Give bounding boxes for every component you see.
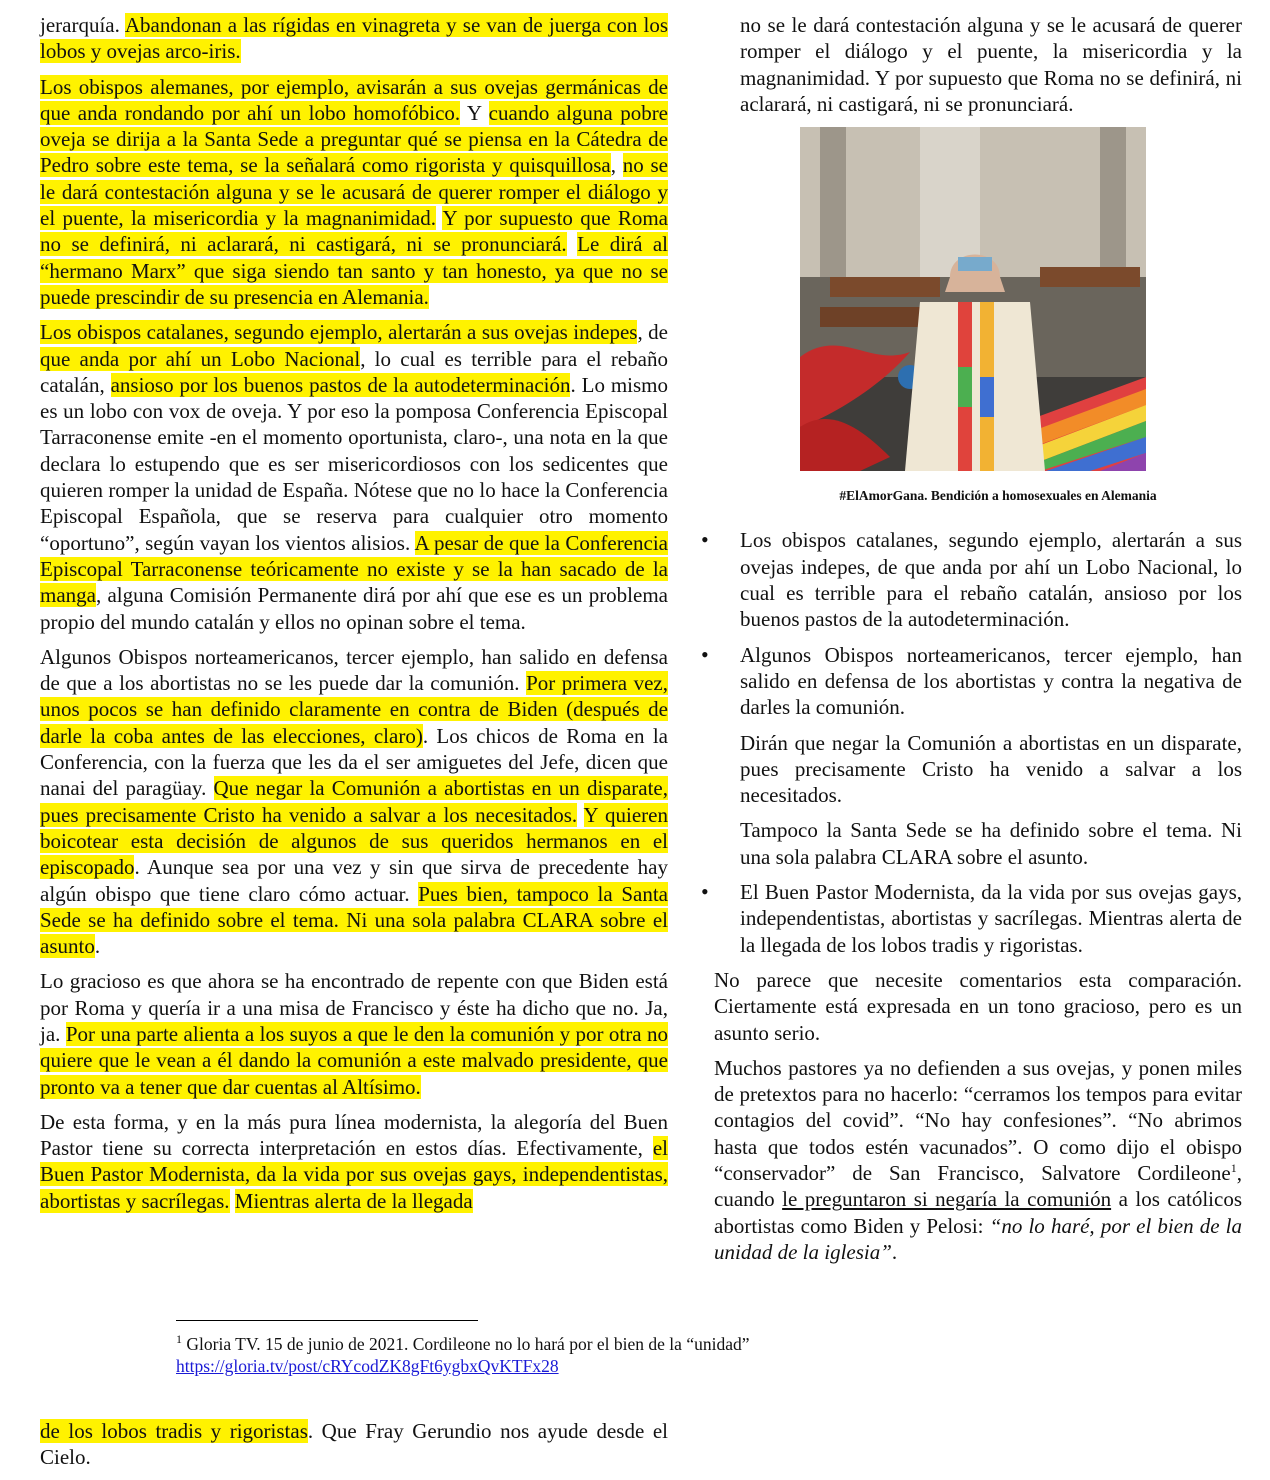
left-column (40, 12, 668, 1223)
list-item: • Algunos Obispos norteamericanos, tercer ejemplo, han salido en defensa de los abortistas y contra la negativa de darles la comunión. (714, 642, 1242, 721)
footnote: $^1$ Gloria TV. 15 de junio de 2021. Cordileone no lo hará por el bien de la “unidad” https://gloria.tv/post/cRYcodZK8gFt6ygbxQvKTFx28 (176, 1332, 750, 1376)
priest-rainbow-stole-image (800, 127, 1146, 471)
paragraph: no se le dará contestación alguna y se le acusará de querer romper el diálogo y el puente, la misericordia y la magnanimidad. Y por supuesto que Roma no se definirá, ni aclarará, ni castigará, ni se pronunciará. (740, 13, 1242, 116)
bullet-list (714, 527, 1242, 720)
highlighted-text: de los lobos tradis y rigoristas (40, 1419, 308, 1443)
paragraph: Los obispos alemanes, por ejemplo, avisarán a sus ovejas germánicas de que anda rondando por ahí un lobo homofóbico. Y cuando alguna pobre oveja se dirija a la Santa Sede a preguntar qué se piensa en la Cátedra de Pedro sobre este tema, se la señalará como rigorista y quisquillosa, no se le dará contestación alguna y se le acusará de querer romper el diálogo y el puente, la misericordia y la magnanimidad. Y por supuesto que Roma no se definirá, ni aclarará, ni castigará, ni se pronunciará. Le dirá al “hermano Marx” que siga siendo tan santo y tan honesto, ya que no se puede prescindir de su presencia en Alemania. (40, 74, 669, 309)
paragraph: Dirán que negar la Comunión a abortistas en un disparate, pues precisamente Cristo ha venido a salvar a los necesitados. (740, 730, 1242, 808)
footnote-ref[interactable]: 1 (1230, 1161, 1237, 1176)
paragraph: Lo gracioso es que ahora se ha encontrado de repente con que Biden está por Roma y quería ir a una misa de Francisco y éste ha dicho que no. Ja, ja. Por una parte alienta a los suyos a que le den la comunión y por otra no quiere que le vean a él dando la comunión a este malvado presidente, que pronto va a tener que dar cuentas al Altísimo. (40, 969, 668, 1099)
continuation-paragraph: de los lobos tradis y rigoristas. Que Fray Gerundio nos ayude desde el Cielo. (40, 1419, 669, 1470)
footnote-link[interactable]: https://gloria.tv/post/cRYcodZK8gFt6ygbxQvKTFx28 (176, 1356, 559, 1376)
list-item: • El Buen Pastor Modernista, da la vida por sus ovejas gays, independentistas, abortistas y sacrílegas. Mientras alerta de la llegada de los lobos tradis y rigoristas. (714, 879, 1242, 958)
church-photo (800, 127, 1146, 471)
paragraph: De esta forma, y en la más pura línea modernista, la alegoría del Buen Pastor tiene su correcta interpretación en estos días. Efectivamente, el Buen Pastor Modernista, da la vida por sus ovejas gays, independentistas, abortistas y sacrílegas. Mientras alerta de la llegada (40, 1109, 668, 1213)
paragraph: Tampoco la Santa Sede se ha definido sobre el tema. Ni una sola palabra CLARA sobre el asunto. (740, 818, 1242, 869)
highlighted-text: Abandonan a las rígidas en vinagreta y se van de juerga con los lobos y ovejas arco-iris. (40, 13, 668, 64)
list-item: • Los obispos catalanes, segundo ejemplo, alertarán a sus ovejas indepes, de que anda por ahí un Lobo Nacional, lo cual es terrible para el rebaño catalán, ansioso por los buenos pastos de la autodeterminación. (714, 527, 1242, 632)
paragraph: Algunos Obispos norteamericanos, tercer ejemplo, han salido en defensa de que a los abortistas no se les puede dar la comunión. Por primera vez, unos pocos se han definido claramente en contra de Biden (después de darle la coba antes de las elecciones, claro). Los chicos de Roma en la Conferencia, con la fuerza que les da el ser amiguetes del Jefe, dicen que nanai del paragüay. Que negar la Comunión a abortistas en un disparate, pues precisamente Cristo ha venido a salvar a los necesitados. Y quieren boicotear esta decisión de algunos de sus queridos hermanos en el episcopado. Aunque sea por una vez y sin que sirva de precedente hay algún obispo que tiene claro cómo actuar. Pues bien, tampoco la Santa Sede se ha definido sobre el tema. Ni una sola palabra CLARA sobre el asunto. (40, 644, 668, 959)
paragraph: Los obispos catalanes, segundo ejemplo, alertarán a sus ovejas indepes, de que anda por ahí un Lobo Nacional, lo cual es terrible para el rebaño catalán, ansioso por los buenos pastos de la autodeterminación. Lo mismo es un lobo con vox de oveja. Y por eso la pomposa Conferencia Episcopal Tarraconense emite -en el momento oportunista, claro-, una nota en la que declara lo estupendo que es ser misericordiosos con los sedicentes que quieren romper la unidad de España. Nótese que no lo hace la Conferencia Episcopal Española, que se reserva para cualquier otro momento “oportuno”, según vayan los vientos alisios. A pesar de que la Conferencia Episcopal Tarraconense teóricamente no existe y se la han sacado de la manga, alguna Comisión Permanente dirá por ahí que ese es un problema propio del mundo catalán y ellos no opinan sobre el tema. (40, 320, 668, 634)
bullet-list (714, 879, 1242, 958)
underlined-text: le preguntaron si negaría la comunión (782, 1187, 1112, 1212)
paragraph: jerarquía. Abandonan a las rígidas en vinagreta y se van de juerga con los lobos y ovejas arco-iris. (40, 13, 668, 64)
quote: “no lo haré, por el bien de la unidad de la iglesia” (714, 1213, 1242, 1264)
paragraph: No parece que necesite comentarios esta comparación. Ciertamente está expresada en un tono gracioso, pero es un asunto serio. (714, 967, 1242, 1045)
paragraph: Muchos pastores ya no defienden a sus ovejas, y ponen miles de pretextos para no hacerlo: “cerramos los tempos para evitar contagios del covid”. “No hay confesiones”. “No abrimos hasta que todos estén vacunados”. O como dijo el obispo “conservador” de San Francisco, Salvatore Cordileone$^1$, cuando le preguntaron si negaría la comunión a los católicos abortistas como Biden y Pelosi: “no lo haré, por el bien de la unidad de la iglesia”. (714, 1055, 1242, 1264)
footnote-divider (176, 1320, 478, 1321)
right-column (714, 12, 1242, 1274)
image-caption: #ElAmorGana. Bendición a homosexuales en Alemania (839, 488, 1157, 504)
